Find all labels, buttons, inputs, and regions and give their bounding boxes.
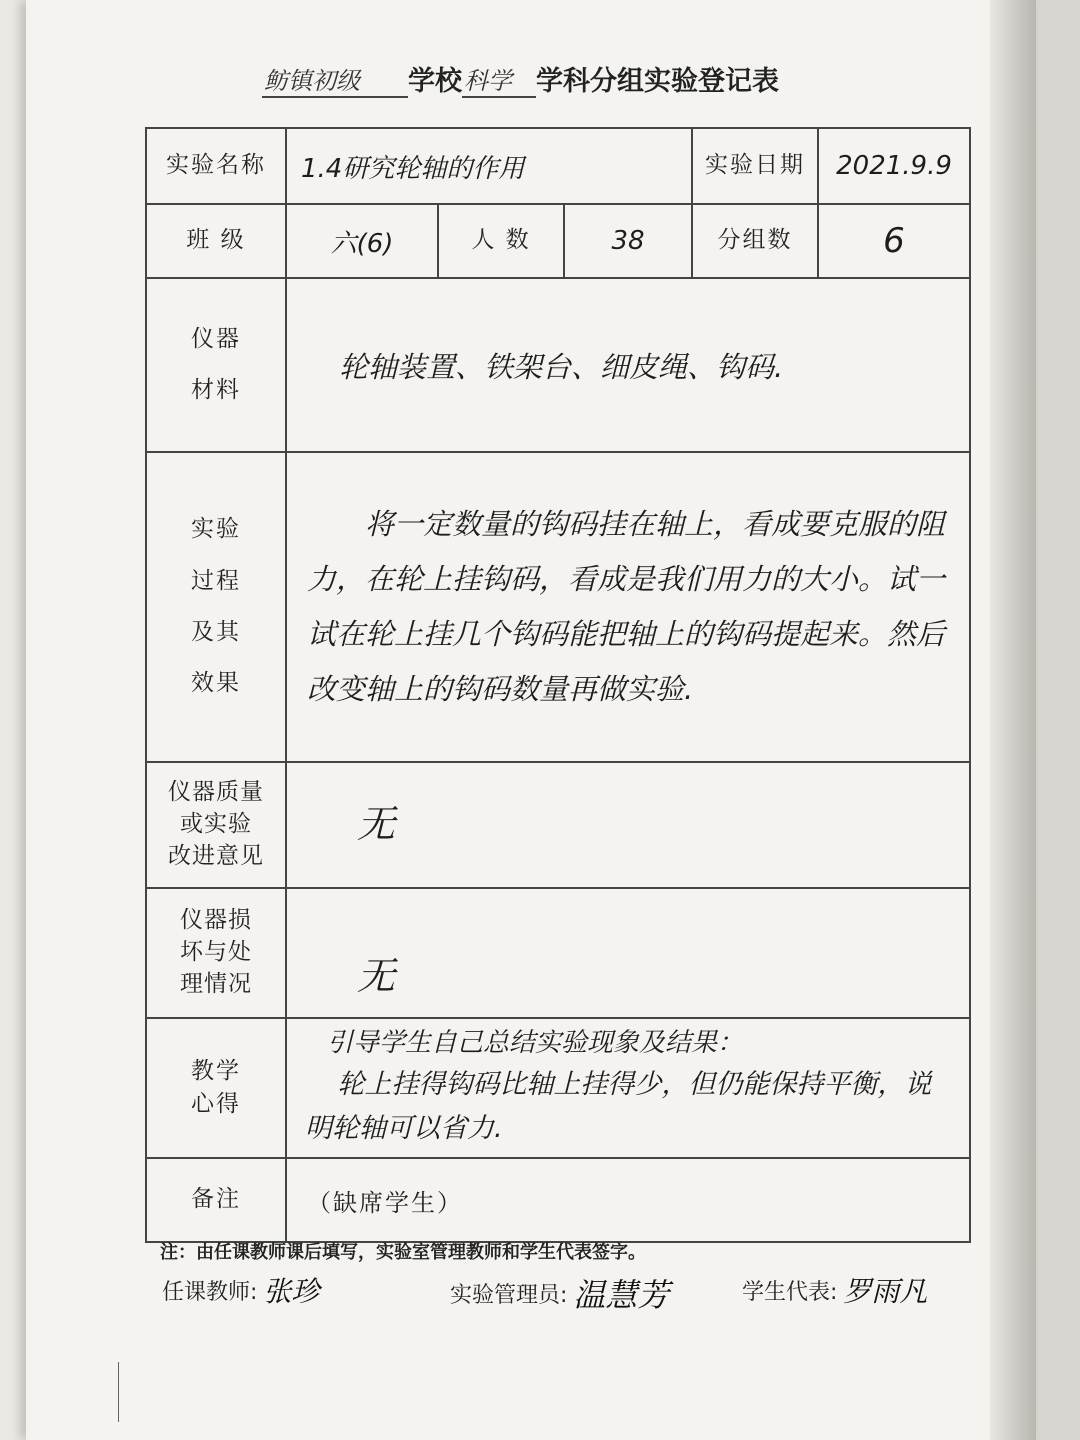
group-count-value: 6 [818,204,970,278]
process-value: 将一定数量的钩码挂在轴上，看成要克服的阻力，在轮上挂钩码，看成是我们用力的大小。试一试在轮上挂几个钩码能把轴上的钩码提起来。然后改变轴上的钩码数量再做实验. [307,507,946,706]
group-count-label: 分组数 [692,204,818,278]
class-value: 六(6) [286,204,438,278]
materials-value: 轮轴装置、铁架台、细皮绳、钩码. [286,278,970,452]
process-label-line: 及其 [191,619,241,645]
teacher-label: 任课教师: [162,1279,258,1305]
school-name-field: 鲂镇初级 [262,61,408,98]
row-class-info [146,204,970,278]
teaching-label-line: 心得 [191,1091,241,1117]
damage-label [146,888,286,1018]
subject-field: 科学 [462,61,536,98]
form-note: 注：由任课教师课后填写，实验室管理教师和学生代表签字。 [160,1242,646,1263]
title-suffix: 学科分组实验登记表 [536,66,779,97]
quality-label-line: 改进意见 [168,842,264,869]
process-cell [286,452,970,762]
row-remark [146,1158,970,1242]
student-signature: 罗雨凡 [843,1275,928,1308]
damage-label-line: 理情况 [180,970,252,997]
teaching-value-rest: 轮上挂得钩码比轴上挂得少，但仍能保持平衡，说明轮轴可以省力. [305,1069,932,1144]
materials-label-line: 材料 [191,377,241,403]
materials-label [146,278,286,452]
process-label-line: 实验 [191,516,241,543]
row-quality [146,762,970,888]
quality-label-line: 或实验 [180,811,252,838]
remark-label: 备注 [146,1158,286,1242]
row-experiment-name [146,128,970,204]
materials-label-line: 仪器 [191,325,241,352]
row-damage [146,888,970,1018]
process-label [146,452,286,762]
form-title [262,58,779,98]
experiment-date-value: 2021.9.9 [818,128,970,204]
process-label-line: 过程 [191,567,241,594]
row-materials [146,278,970,452]
student-count-label: 人 数 [438,204,564,278]
experiment-date-label: 实验日期 [692,128,818,204]
teaching-cell [286,1018,970,1158]
signature-row [162,1270,1002,1316]
page-edge-shadow [990,0,1036,1440]
student-label: 学生代表: [742,1279,838,1305]
teaching-value-line1: 引导学生自己总结实验现象及结果： [327,1028,744,1058]
process-label-line: 效果 [191,670,241,697]
row-process [146,452,970,762]
student-count-value: 38 [564,204,692,278]
damage-label-line: 坏与处 [180,939,252,966]
damage-label-line: 仪器损 [180,907,252,934]
experiment-name-label: 实验名称 [146,128,286,204]
admin-label: 实验管理员: [450,1282,568,1308]
school-suffix: 学校 [408,66,462,97]
admin-signature-block [450,1270,669,1316]
teaching-label [146,1018,286,1158]
quality-label [146,762,286,888]
remark-value: （缺席学生） [286,1158,970,1242]
quality-value: 无 [286,762,970,888]
row-teaching [146,1018,970,1158]
damage-value: 无 [286,888,970,1018]
experiment-name-value: 1.4研究轮轴的作用 [286,128,692,204]
admin-signature: 温慧芳 [573,1276,670,1314]
page-margin-line [118,1362,119,1422]
quality-label-line: 仪器质量 [168,779,264,806]
registration-table [145,127,971,1243]
teacher-signature-block [162,1270,319,1310]
teacher-signature: 张珍 [263,1275,320,1308]
teaching-label-line: 教学 [191,1057,241,1084]
student-signature-block [742,1270,927,1310]
class-label: 班 级 [146,204,286,278]
